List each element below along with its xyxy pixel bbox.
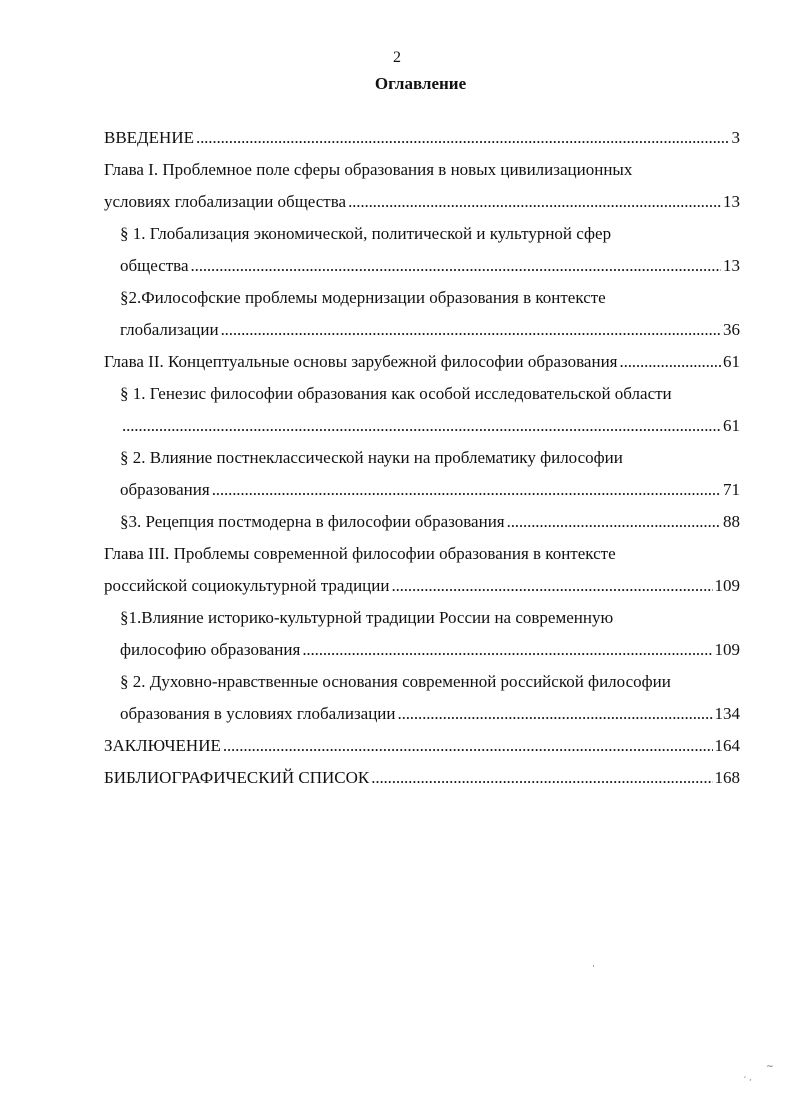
toc-entry-chapter-3-cont[interactable]	[104, 572, 740, 600]
toc-entry-chapter-2[interactable]	[104, 348, 740, 376]
toc-entry-label: глобализации	[120, 320, 219, 339]
scan-speck: ~	[766, 1062, 774, 1072]
toc-entry-chapter-2-section-2-cont[interactable]	[120, 476, 740, 504]
toc-page-number: 61	[723, 416, 740, 435]
toc-entry-label: Глава II. Концептуальные основы зарубежной философии образования	[104, 352, 618, 371]
toc-page-number: 61	[723, 352, 740, 371]
toc-entry-chapter-3-section-1-cont[interactable]	[120, 636, 740, 664]
toc-entry-label: образования в условиях глобализации	[120, 704, 396, 723]
toc-leader-dots	[391, 572, 712, 600]
toc-page-number: 13	[723, 192, 740, 211]
toc-entry-chapter-1-cont[interactable]	[104, 188, 740, 216]
toc-entry-label: БИБЛИОГРАФИЧЕСКИЙ СПИСОК	[104, 768, 370, 787]
toc-entry-label: Глава III. Проблемы современной философии образования в контексте	[104, 544, 616, 563]
toc-entry-intro[interactable]	[104, 124, 740, 152]
toc-leader-dots	[348, 188, 721, 216]
toc-leader-dots	[223, 732, 713, 760]
toc-entry-bibliography[interactable]	[104, 764, 740, 792]
toc-entry-conclusion[interactable]	[104, 732, 740, 760]
toc-entry-label: условиях глобализации общества	[104, 192, 347, 211]
scan-speck: ·	[592, 962, 595, 972]
toc-entry-chapter-1-section-2-cont[interactable]	[120, 316, 740, 344]
toc-entry-label: §1.Влияние историко-культурной традиции России на современную	[120, 608, 614, 627]
toc-page-number: 164	[714, 736, 740, 755]
toc-entry-label: § 1. Глобализация экономической, политической и культурной сфер	[120, 224, 612, 243]
toc-leader-dots	[398, 700, 713, 728]
toc-entry-chapter-2-section-2[interactable]	[120, 444, 740, 472]
toc-entry-chapter-3-section-2-cont[interactable]	[120, 700, 740, 728]
toc-leader-dots	[191, 252, 721, 280]
toc-page-number: 71	[723, 480, 740, 499]
toc-entry-label: общества	[120, 256, 189, 275]
toc-entry-label: §3. Рецепция постмодерна в философии образования	[120, 512, 505, 531]
toc-leader-dots	[122, 412, 721, 440]
toc-leader-dots	[212, 476, 721, 504]
toc-entry-chapter-3[interactable]	[104, 540, 740, 568]
toc-entry-chapter-3-section-2[interactable]	[120, 668, 740, 696]
page-number: 2	[393, 49, 401, 66]
toc-page-number: 109	[714, 576, 740, 595]
toc-page-number: 13	[723, 256, 740, 275]
toc-entry-chapter-1-section-1[interactable]	[120, 220, 740, 248]
toc-entry-label: ЗАКЛЮЧЕНИЕ	[104, 736, 221, 755]
toc-page-number: 88	[723, 512, 740, 531]
toc-entry-label: § 2. Духовно-нравственные основания современной российской философии	[120, 672, 671, 691]
toc-entry-chapter-2-section-3[interactable]	[120, 508, 740, 536]
toc-entry-chapter-3-section-1[interactable]	[120, 604, 740, 632]
toc-leader-dots	[196, 124, 730, 152]
toc-entry-chapter-1-section-2[interactable]	[120, 284, 740, 312]
toc-leader-dots	[620, 348, 722, 376]
toc-entry-label: российской социокультурной традиции	[104, 576, 390, 595]
toc-page-number: 36	[723, 320, 740, 339]
toc-entry-chapter-2-section-1[interactable]	[120, 380, 740, 408]
toc-entry-label: ВВЕДЕНИЕ	[104, 128, 194, 147]
toc-page-number: 168	[714, 768, 740, 787]
toc-leader-dots	[221, 316, 721, 344]
toc-entry-chapter-2-section-1-cont[interactable]	[120, 412, 740, 440]
toc-entry-label: Глава I. Проблемное поле сферы образования в новых цивилизационных	[104, 160, 633, 179]
toc-entry-chapter-1-section-1-cont[interactable]	[120, 252, 740, 280]
toc-entry-label: образования	[120, 480, 210, 499]
toc-entry-label: § 2. Влияние постнеклассической науки на проблематику философии	[120, 448, 623, 467]
toc-entry-label: §2.Философские проблемы модернизации образования в контексте	[120, 288, 606, 307]
toc-entry-label: философию образования	[120, 640, 301, 659]
toc-leader-dots	[302, 636, 712, 664]
toc-entry-label: § 1. Генезис философии образования как особой исследовательской области	[120, 384, 672, 403]
scan-speck: ′ ·	[744, 1076, 752, 1086]
toc-page-number: 134	[714, 704, 740, 723]
toc-entry-chapter-1[interactable]	[104, 156, 740, 184]
toc-page-number: 109	[714, 640, 740, 659]
toc-leader-dots	[507, 508, 721, 536]
toc-page-number: 3	[731, 128, 740, 147]
page-title: Оглавление	[374, 74, 467, 93]
toc-leader-dots	[371, 764, 712, 792]
